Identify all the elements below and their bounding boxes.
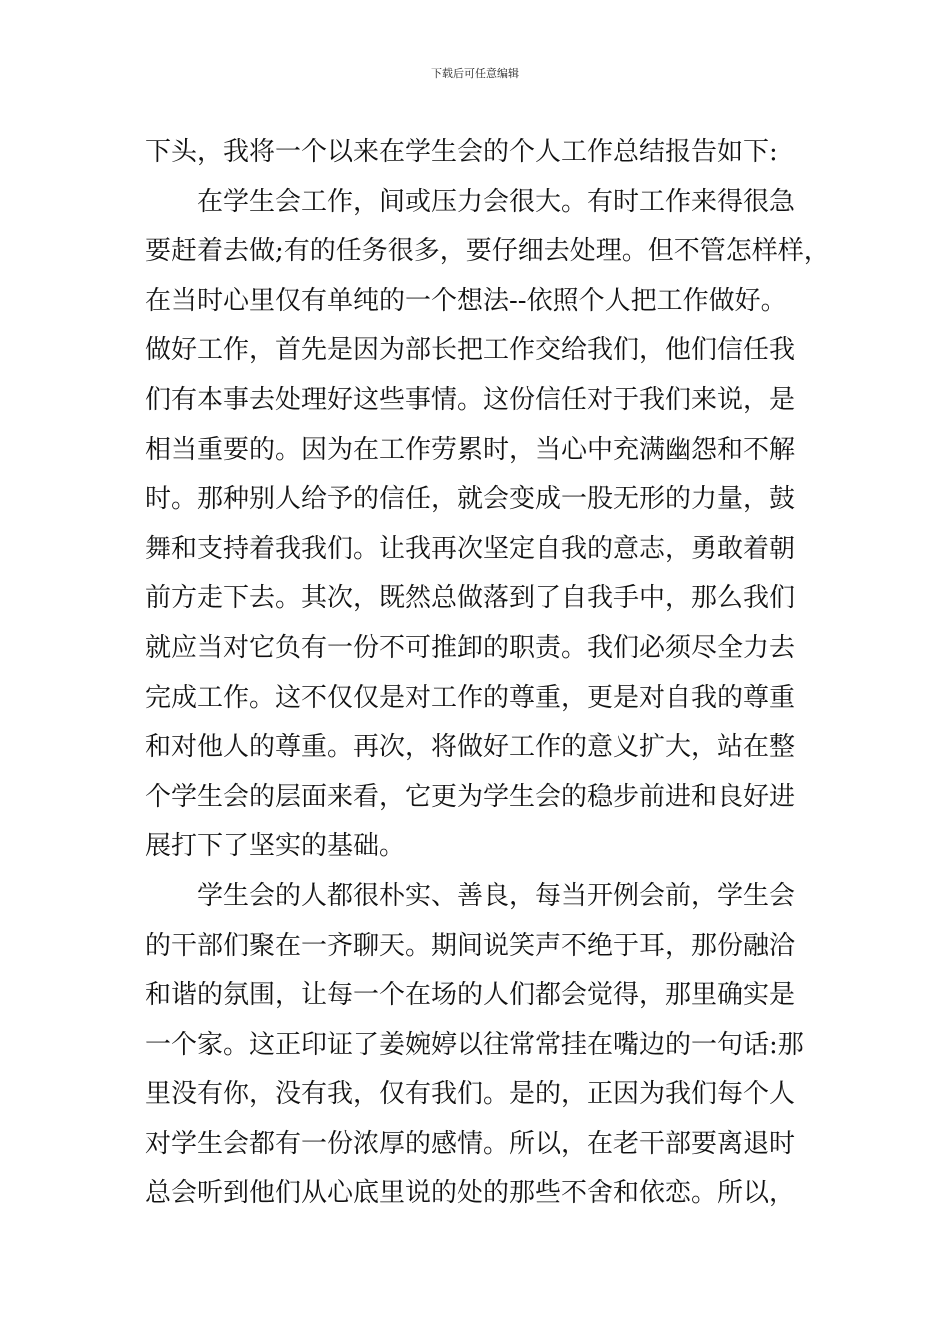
- text-line: 在当时心里仅有单纯的一个想法--依照个人把工作做好。: [145, 285, 787, 316]
- text-line: 对学生会都有一份浓厚的感情。所以，在老干部要离退时: [145, 1128, 796, 1159]
- document-body: [145, 128, 830, 1219]
- text-line: 总会听到他们从心底里说的处的那些不舍和依恋。所以，: [145, 1178, 796, 1209]
- text-line: 下头，我将一个以来在学生会的个人工作总结报告如下:: [145, 137, 778, 167]
- header-note: 下载后可任意编辑: [431, 67, 519, 80]
- paragraph-start-line: 学生会的人都很朴实、善良，每当开例会前，学生会: [197, 880, 796, 911]
- text-line: 时。那种别人给予的信任，就会变成一股无形的力量，鼓: [145, 484, 796, 515]
- text-line: 展打下了坚实的基础。: [145, 831, 406, 862]
- text-line: 做好工作，首先是因为部长把工作交给我们，他们信任我: [145, 335, 796, 366]
- text-line: 们有本事去处理好这些事情。这份信任对于我们来说，是: [145, 384, 796, 415]
- text-line: 和对他人的尊重。再次，将做好工作的意义扩大，站在整: [145, 732, 796, 763]
- text-line: 一个家。这正印证了姜婉婷以往常常挂在嘴边的一句话:那: [145, 1029, 804, 1060]
- text-line: 就应当对它负有一份不可推卸的职责。我们必须尽全力去: [145, 632, 796, 663]
- text-line: 和谐的氛围，让每一个在场的人们都会觉得，那里确实是: [145, 980, 796, 1011]
- text-line: 里没有你，没有我，仅有我们。是的，正因为我们每个人: [145, 1079, 796, 1110]
- text-line: 相当重要的。因为在工作劳累时，当心中充满幽怨和不解: [145, 434, 796, 465]
- text-line: 的干部们聚在一齐聊天。期间说笑声不绝于耳，那份融洽: [145, 930, 796, 961]
- text-line: 前方走下去。其次，既然总做落到了自我手中，那么我们: [145, 583, 796, 614]
- text-line: 要赶着去做;有的任务很多，要仔细去处理。但不管怎样样，: [145, 236, 830, 267]
- text-line: 完成工作。这不仅仅是对工作的尊重，更是对自我的尊重: [145, 682, 796, 713]
- text-line: 个学生会的层面来看，它更为学生会的稳步前进和良好进: [145, 781, 796, 812]
- paragraph-start-line: 在学生会工作，间或压力会很大。有时工作来得很急: [197, 186, 796, 217]
- text-line: 舞和支持着我我们。让我再次坚定自我的意志，勇敢着朝: [145, 533, 796, 564]
